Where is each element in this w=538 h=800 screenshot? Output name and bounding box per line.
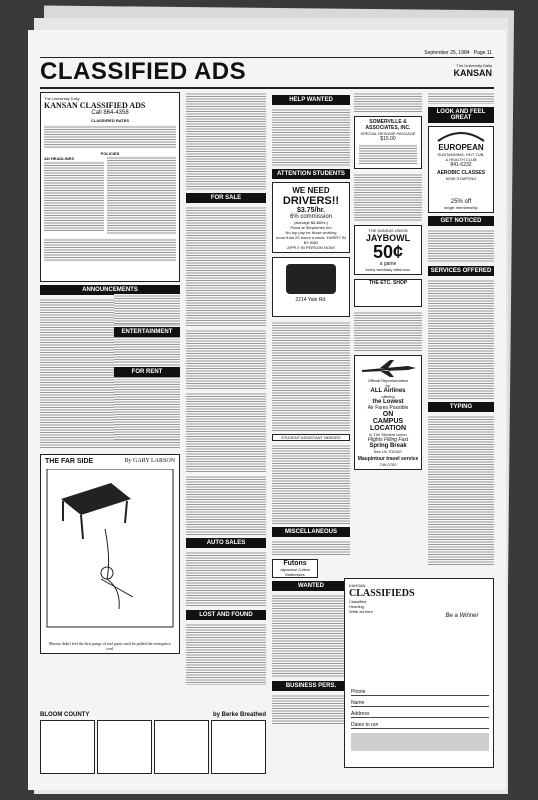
ad-text bbox=[354, 311, 422, 351]
section-header: ATTENTION STUDENTS bbox=[272, 169, 350, 179]
ad-headline: JAYBOWL bbox=[365, 233, 411, 243]
ad-headline: ASSOCIATES, INC. bbox=[365, 125, 411, 131]
somerville-ad bbox=[354, 116, 422, 169]
far-side-drawing bbox=[41, 469, 179, 629]
rates-line: The University Daily bbox=[44, 96, 80, 101]
spacer bbox=[429, 181, 493, 199]
ad-text: Japanese Cotton bbox=[279, 567, 311, 572]
policies-label: POLICIES bbox=[100, 151, 120, 156]
ad-headline: ALL Airlines bbox=[370, 388, 406, 394]
ad-text: more than 25 hours a week. HURRY IN BY AND bbox=[276, 235, 346, 245]
section-header: TYPING bbox=[428, 402, 494, 412]
section-header: GET NOTICED bbox=[428, 216, 494, 226]
comic-panel bbox=[154, 720, 209, 774]
ad-text: Flights Filling Fast bbox=[367, 437, 409, 443]
student-assistant-ad bbox=[272, 434, 350, 441]
lost-found-text bbox=[186, 623, 266, 685]
form-label: Classified bbox=[349, 599, 367, 604]
comic-title: THE FAR SIDE bbox=[45, 458, 94, 465]
ad-text: SPECIAL RESUME PACKAGE bbox=[360, 131, 416, 136]
ad-headline: LOCATION bbox=[369, 425, 407, 432]
ad-headline: THE ETC. SHOP bbox=[368, 280, 408, 286]
policy-text bbox=[107, 156, 176, 234]
ad-headline: STUDENT ASSISTANT NEEDED bbox=[281, 435, 341, 440]
travel-ad bbox=[354, 355, 422, 470]
form-title: KANSAN bbox=[349, 583, 366, 588]
form-label: Write ad here bbox=[349, 609, 373, 614]
ad-text: every weekday afternoon bbox=[365, 267, 411, 272]
ad-text: & HEALTH CLUB bbox=[445, 157, 477, 162]
drivers-ad bbox=[272, 182, 350, 253]
comic-caption: Murray didn't feel the first pangs of real panic until he pulled the emergency cord. bbox=[48, 641, 172, 651]
ad-headline: DRIVERS!! bbox=[282, 195, 340, 207]
sun-icon bbox=[436, 129, 486, 143]
jaybowl-ad bbox=[354, 225, 422, 275]
rates-phone: Call 864-4358 bbox=[91, 110, 129, 116]
rates-table bbox=[44, 125, 176, 149]
ad-text: 6% commission bbox=[289, 214, 332, 220]
rates-title: KANSAN CLASSIFIED ADS bbox=[44, 101, 146, 110]
ad-text bbox=[186, 92, 266, 190]
section-header: SERVICES OFFERED bbox=[428, 266, 494, 276]
illustration-text: Be a Winner bbox=[445, 613, 479, 619]
ad-text bbox=[428, 229, 494, 263]
ad-headline: Futons bbox=[283, 560, 307, 567]
ad-phone: 749-0700 bbox=[379, 462, 397, 467]
ad-text bbox=[354, 92, 422, 112]
business-text bbox=[272, 694, 350, 724]
ad-text: for bbox=[385, 383, 391, 388]
section-header: ANNOUNCEMENTS bbox=[40, 285, 180, 295]
ad-address: 2214 Yale Rd. bbox=[295, 297, 327, 303]
ad-text: Mattresses bbox=[285, 572, 305, 577]
newspaper-page bbox=[28, 30, 506, 790]
name-field[interactable]: Name bbox=[351, 700, 489, 707]
comic-panel bbox=[211, 720, 266, 774]
headlines-label: AD HEADLINES bbox=[44, 156, 75, 161]
ad-text bbox=[359, 144, 417, 164]
ad-text: NOW STARTING bbox=[445, 176, 477, 181]
section-header: WANTED bbox=[272, 581, 350, 591]
ad-text bbox=[114, 294, 180, 324]
comic-panel bbox=[97, 720, 152, 774]
airplane-icon bbox=[358, 358, 418, 378]
paper-name: The University Daily KANSAN bbox=[453, 63, 492, 78]
order-text bbox=[44, 238, 176, 262]
auto-sales-text bbox=[186, 551, 266, 607]
ad-text: Official Representative bbox=[367, 378, 409, 383]
ad-price: 50¢ bbox=[372, 242, 404, 262]
section-header: HELP WANTED bbox=[272, 95, 350, 105]
dates-field[interactable]: Dates to run bbox=[351, 722, 489, 729]
divider bbox=[40, 87, 494, 89]
ad-headline: the Lowest bbox=[372, 399, 404, 405]
section-header: AUTO SALES bbox=[186, 538, 266, 548]
winner-illustration bbox=[437, 593, 487, 663]
bloom-county-comic bbox=[40, 712, 266, 776]
ad-text: in The Student Union bbox=[369, 432, 407, 437]
ad-text bbox=[354, 173, 422, 221]
phone-field[interactable]: Phone bbox=[351, 689, 489, 696]
ad-text: No top pay for those working bbox=[285, 230, 337, 235]
headline-list bbox=[44, 161, 104, 231]
ad-text: $3.75/hr. bbox=[296, 207, 326, 214]
comic-author: by Berke Breathed bbox=[212, 712, 266, 718]
page-date: September 25, 1984 Page 11 bbox=[424, 50, 492, 56]
ad-text: Air Fares Possible bbox=[367, 405, 409, 411]
rate-grid bbox=[351, 733, 489, 751]
ad-text: offering bbox=[381, 394, 395, 399]
ad-headline: ON bbox=[382, 411, 394, 418]
ad-price: $15.00 bbox=[380, 136, 396, 142]
section-header: ENTERTAINMENT bbox=[114, 327, 180, 337]
pizza-ad bbox=[272, 257, 350, 317]
ad-headline: WE NEED bbox=[292, 186, 330, 195]
comic-title: BLOOM COUNTY bbox=[40, 712, 90, 718]
form-title: CLASSIFIEDS bbox=[349, 588, 415, 599]
ad-text bbox=[186, 392, 266, 472]
ad-headline: SOMERVILLE & bbox=[369, 119, 407, 125]
etc-shop-ad bbox=[354, 279, 422, 307]
futons-ad bbox=[272, 559, 318, 578]
section-header: FOR SALE bbox=[186, 193, 266, 203]
ad-headline: CAMPUS bbox=[372, 418, 404, 425]
for-rent-text bbox=[114, 380, 180, 440]
ad-headline: THE KANSAS UNION bbox=[368, 228, 408, 233]
rates-label: CLASSIFIED RATES bbox=[90, 118, 130, 123]
ad-text: (average $5-$6/hr.) bbox=[293, 220, 329, 225]
ad-text: Maupintour travel service bbox=[357, 456, 419, 462]
comic-panel bbox=[40, 720, 95, 774]
classified-order-form bbox=[344, 578, 494, 768]
ad-text: See Us TODAY! bbox=[373, 449, 403, 454]
address-field[interactable]: Address bbox=[351, 711, 489, 718]
pizza-logo bbox=[286, 264, 336, 294]
ad-text: single membership bbox=[444, 205, 478, 210]
ad-headline: EUROPEAN bbox=[438, 143, 484, 152]
misc-text bbox=[272, 540, 350, 556]
entertainment-text bbox=[114, 340, 180, 364]
page-title: CLASSIFIED ADS bbox=[40, 58, 247, 85]
section-header: FOR RENT bbox=[114, 367, 180, 377]
for-sale-text bbox=[186, 206, 266, 326]
ad-headline: AEROBIC CLASSES bbox=[436, 170, 486, 176]
wanted-text bbox=[272, 594, 350, 678]
ad-headline: Spring Break bbox=[369, 443, 407, 449]
section-header: LOOK AND FEEL GREAT bbox=[428, 107, 494, 123]
ad-text: 25% off bbox=[450, 199, 472, 205]
ad-text bbox=[428, 92, 494, 104]
typing-text bbox=[428, 415, 494, 565]
ad-phone: 841-6232 bbox=[450, 162, 472, 168]
comic-author: By GARY LARSON bbox=[124, 458, 175, 464]
section-header: LOST AND FOUND bbox=[186, 610, 266, 620]
ad-text: SUNTANNING, HOT TUB, bbox=[437, 152, 485, 157]
ad-text: Pizza at Stephenes Inn bbox=[290, 225, 332, 230]
far-side-comic bbox=[40, 454, 180, 654]
ad-text: APPLY IN PERSON NOW! bbox=[287, 245, 335, 250]
ad-text bbox=[186, 329, 266, 389]
form-label: Heading bbox=[349, 604, 364, 609]
section-header: MISCELLANEOUS bbox=[272, 527, 350, 537]
services-text bbox=[428, 279, 494, 399]
ad-text bbox=[186, 475, 266, 535]
ad-text: a game bbox=[379, 261, 397, 267]
section-header: BUSINESS PERS. bbox=[272, 681, 350, 691]
rates-box bbox=[40, 92, 180, 282]
european-ad bbox=[428, 126, 494, 213]
ad-text bbox=[272, 444, 350, 524]
help-wanted-text bbox=[272, 108, 350, 166]
ad-text bbox=[272, 321, 350, 431]
